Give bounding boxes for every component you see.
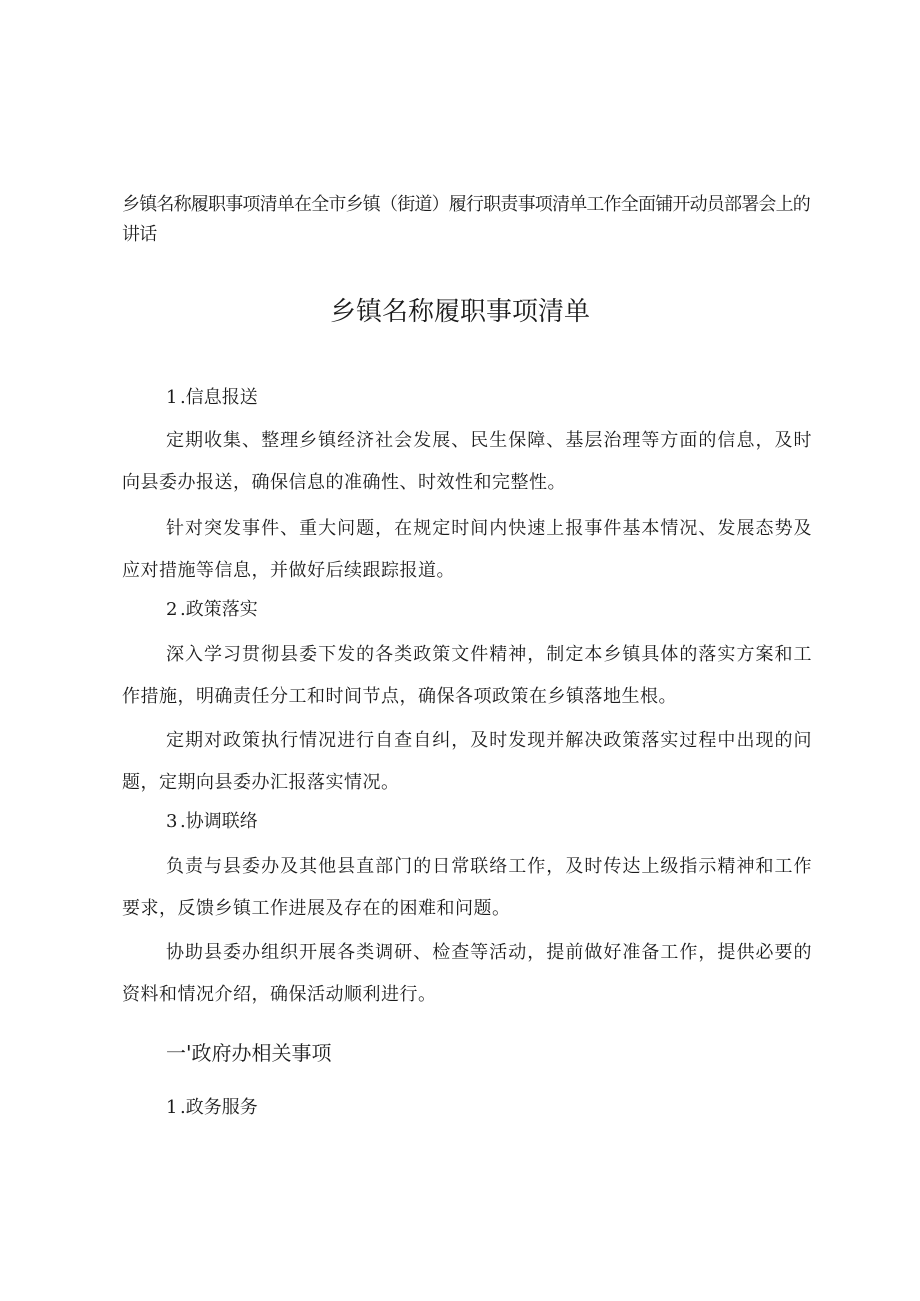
item-label: .政策落实	[180, 599, 258, 620]
document-title: 乡镇名称履职事项清单	[329, 297, 590, 327]
item-number: 3	[166, 811, 178, 832]
item-heading-policy-implementation	[166, 596, 258, 624]
paragraph: 负责与县委办及其他县直部门的日常联络工作，及时传达上级指示精神和工作要求，反馈乡镇工作进展及存在的困难和问题。	[122, 856, 812, 919]
item-number: 2	[166, 599, 178, 620]
item-heading-government-services	[166, 1094, 258, 1122]
item-heading-coordination	[166, 808, 258, 836]
paragraph: 定期收集、整理乡镇经济社会发展、民生保障、基层治理等方面的信息，及时向县委办报送，确保信息的准确性、时效性和完整性。	[122, 430, 812, 493]
document-heading: 乡镇名称履职事项清单在全市乡镇（街道）履行职责事项清单工作全面铺开动员部署会上的讲话	[122, 194, 810, 245]
paragraph: 深入学习贯彻县委下发的各类政策文件精神，制定本乡镇具体的落实方案和工作措施，明确责任分工和时间节点，确保各项政策在乡镇落地生根。	[122, 644, 812, 707]
paragraph: 协助县委办组织开展各类调研、检查等活动，提前做好准备工作，提供必要的资料和情况介绍，确保活动顺利进行。	[122, 942, 812, 1005]
item-label: .协调联络	[180, 811, 258, 832]
item-number: 1	[166, 387, 178, 408]
item-heading-info-reporting	[166, 384, 258, 412]
paragraph: 针对突发事件、重大问题，在规定时间内快速上报事件基本情况、发展态势及应对措施等信息，并做好后续跟踪报道。	[122, 518, 812, 581]
paragraph: 定期对政策执行情况进行自查自纠，及时发现并解决政策落实过程中出现的问题，定期向县委办汇报落实情况。	[122, 730, 812, 793]
item-number: 1	[166, 1097, 178, 1118]
item-label: .政务服务	[180, 1097, 258, 1118]
section-heading: 一'政府办相关事项	[166, 1041, 332, 1065]
item-label: .信息报送	[180, 387, 258, 408]
